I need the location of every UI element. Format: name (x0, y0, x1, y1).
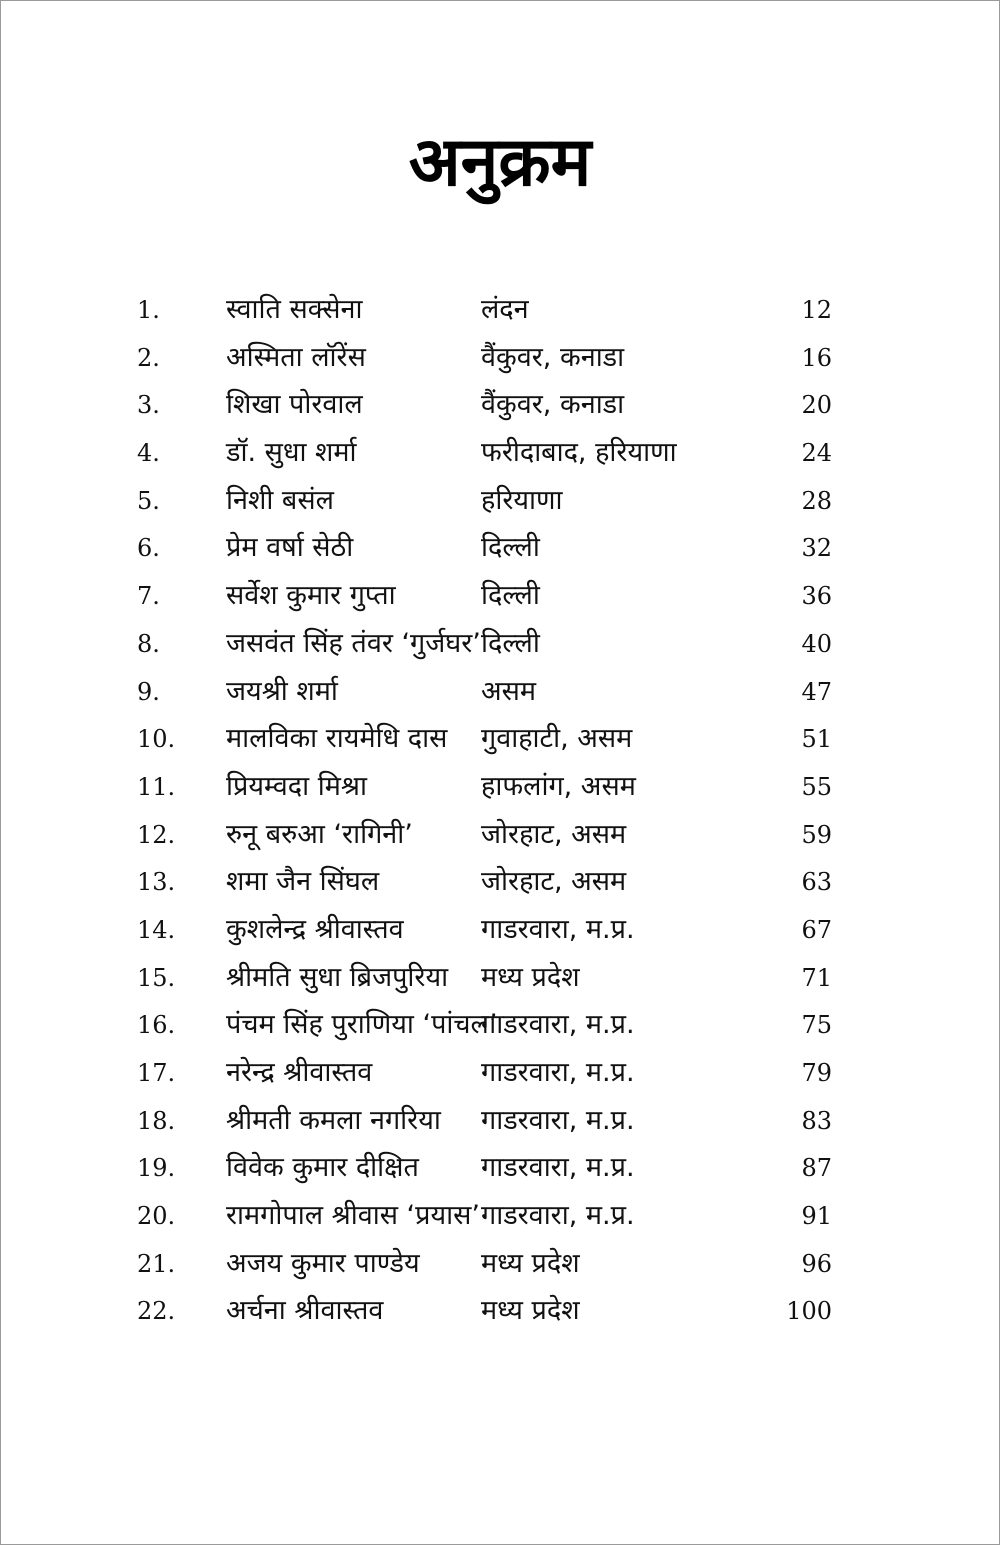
toc-entry-page: 20 (801, 391, 832, 420)
toc-entry-page: 16 (801, 343, 832, 372)
toc-entry-number: 1. (137, 296, 160, 324)
toc-entry-page: 12 (801, 296, 832, 324)
toc-entry-location: लंदन (481, 294, 529, 325)
page-title: अनुक्रम (408, 123, 592, 202)
toc-entry-number: 17. (137, 1059, 176, 1087)
toc-entry-location: दिल्ली (481, 580, 540, 612)
toc-entry-author: अर्चना श्रीवास्तव (226, 1295, 384, 1327)
toc-entry-author: स्वाति सक्सेना (226, 294, 363, 325)
toc-entry-number: 5. (137, 486, 160, 515)
toc-entry-location: फरीदाबाद, हरियाणा (481, 437, 677, 469)
toc-entry-author: अस्मिता लॉरेंस (226, 341, 366, 373)
toc-entry-author: जयश्री शर्मा (226, 675, 338, 707)
toc-entry-number: 11. (137, 772, 176, 801)
toc-entry-author: पंचम सिंह पुराणिया ‘पांचल’ (226, 1009, 498, 1041)
toc-entry-page: 87 (801, 1154, 832, 1183)
toc-entry-location: गाडरवारा, म.प्र. (481, 1200, 635, 1232)
toc-entry-location: गाडरवारा, म.प्र. (481, 1057, 635, 1088)
toc-entry-author: मालविका रायमेधि दास (226, 723, 448, 755)
toc-row (0, 477, 1000, 525)
toc-entry-number: 4. (137, 439, 160, 468)
toc-entry-number: 6. (137, 534, 160, 563)
toc-row (0, 1287, 1000, 1335)
toc-entry-number: 14. (137, 915, 176, 944)
toc-entry-page: 96 (801, 1249, 832, 1278)
toc-entry-page: 63 (801, 868, 832, 897)
toc-entry-page: 55 (801, 772, 832, 801)
toc-entry-location: वैंकुवर, कनाडा (481, 341, 625, 373)
toc-row (0, 1001, 1000, 1049)
toc-entry-page: 79 (801, 1059, 832, 1087)
toc-row (0, 811, 1000, 859)
toc-entry-location: गाडरवारा, म.प्र. (481, 1009, 635, 1041)
toc-entry-author: श्रीमति सुधा ब्रिजपुरिया (226, 961, 449, 993)
toc-entry-location: जोरहाट, असम (481, 866, 627, 898)
toc-entry-number: 21. (137, 1249, 176, 1278)
toc-entry-author: सर्वेश कुमार गुप्ता (226, 580, 396, 612)
toc-entry-page: 32 (801, 534, 832, 563)
toc-row (0, 381, 1000, 429)
toc-entry-author: प्रियम्वदा मिश्रा (226, 770, 367, 802)
toc-entry-location: गाडरवारा, म.प्र. (481, 913, 635, 945)
toc-entry-location: हरियाणा (481, 484, 563, 516)
toc-entry-number: 3. (137, 391, 160, 420)
toc-row (0, 715, 1000, 763)
toc-entry-page: 83 (801, 1106, 832, 1135)
toc-entry-location: गाडरवारा, म.प्र. (481, 1104, 635, 1136)
toc-row (0, 954, 1000, 1002)
toc-entry-author: निशी बसंल (226, 484, 334, 516)
toc-entry-author: विवेक कुमार दीक्षित (226, 1152, 419, 1184)
toc-entry-number: 18. (137, 1106, 176, 1135)
toc-entry-page: 91 (801, 1202, 832, 1231)
toc-entry-location: मध्य प्रदेश (481, 961, 580, 993)
toc-entry-author: शमा जैन सिंघल (226, 866, 380, 898)
toc-entry-location: गाडरवारा, म.प्र. (481, 1152, 635, 1184)
toc-entry-number: 9. (137, 677, 160, 706)
toc-entry-author: नरेन्द्र श्रीवास्तव (226, 1057, 373, 1088)
toc-row (0, 668, 1000, 716)
toc-row (0, 572, 1000, 620)
toc-entry-page: 28 (801, 486, 832, 515)
toc-entry-page: 75 (801, 1011, 832, 1040)
toc-entry-location: दिल्ली (481, 532, 540, 564)
toc-entry-number: 12. (137, 820, 176, 849)
toc-entry-number: 16. (137, 1011, 176, 1040)
toc-entry-author: डॉ. सुधा शर्मा (226, 437, 357, 469)
toc-entry-page: 71 (801, 963, 832, 992)
toc-row (0, 763, 1000, 811)
toc-entry-page: 40 (801, 629, 832, 658)
toc-entry-author: जसवंत सिंह तंवर ‘गुर्जघर’ (226, 627, 481, 659)
toc-row (0, 1049, 1000, 1097)
toc-entry-location: गुवाहाटी, असम (481, 723, 633, 755)
toc-row (0, 1144, 1000, 1192)
toc-row (0, 1192, 1000, 1240)
toc-entry-number: 15. (137, 963, 176, 992)
toc-entry-location: हाफलांग, असम (481, 770, 636, 802)
toc-entry-author: शिखा पोरवाल (226, 389, 363, 421)
toc-entry-author: प्रेम वर्षा सेठी (226, 532, 354, 564)
toc-row (0, 858, 1000, 906)
toc-entry-author: श्रीमती कमला नगरिया (226, 1104, 441, 1136)
toc-entry-number: 8. (137, 629, 160, 658)
toc-entry-location: दिल्ली (481, 627, 540, 659)
toc-entry-location: मध्य प्रदेश (481, 1247, 580, 1279)
toc-entry-number: 13. (137, 868, 176, 897)
toc-entry-location: वैंकुवर, कनाडा (481, 389, 625, 421)
toc-entry-page: 36 (801, 582, 832, 611)
toc-entry-page: 47 (801, 677, 832, 706)
toc-row (0, 524, 1000, 572)
toc-entry-number: 19. (137, 1154, 176, 1183)
toc-entry-page: 59 (801, 820, 832, 849)
toc-entry-page: 100 (786, 1297, 832, 1326)
toc-entry-number: 7. (137, 582, 160, 611)
toc-row (0, 620, 1000, 668)
toc-entry-location: मध्य प्रदेश (481, 1295, 580, 1327)
toc-row (0, 334, 1000, 382)
toc-entry-number: 10. (137, 725, 176, 754)
toc-entry-page: 51 (801, 725, 832, 754)
toc-entry-number: 2. (137, 343, 160, 372)
table-of-contents (0, 286, 1000, 1335)
toc-entry-page: 24 (801, 439, 832, 468)
toc-row (0, 1097, 1000, 1145)
toc-row (0, 906, 1000, 954)
toc-row (0, 1240, 1000, 1288)
toc-entry-page: 67 (801, 915, 832, 944)
toc-entry-location: जोरहाट, असम (481, 818, 627, 850)
toc-entry-author: कुशलेन्द्र श्रीवास्तव (226, 913, 404, 945)
toc-entry-author: अजय कुमार पाण्डेय (226, 1247, 420, 1279)
toc-entry-number: 20. (137, 1202, 176, 1231)
toc-row (0, 429, 1000, 477)
toc-row (0, 286, 1000, 334)
toc-entry-author: रुनू बरुआ ‘रागिनी’ (226, 818, 413, 850)
toc-entry-author: रामगोपाल श्रीवास ‘प्रयास’ (226, 1200, 480, 1232)
toc-entry-number: 22. (137, 1297, 176, 1326)
toc-entry-location: असम (481, 675, 537, 707)
